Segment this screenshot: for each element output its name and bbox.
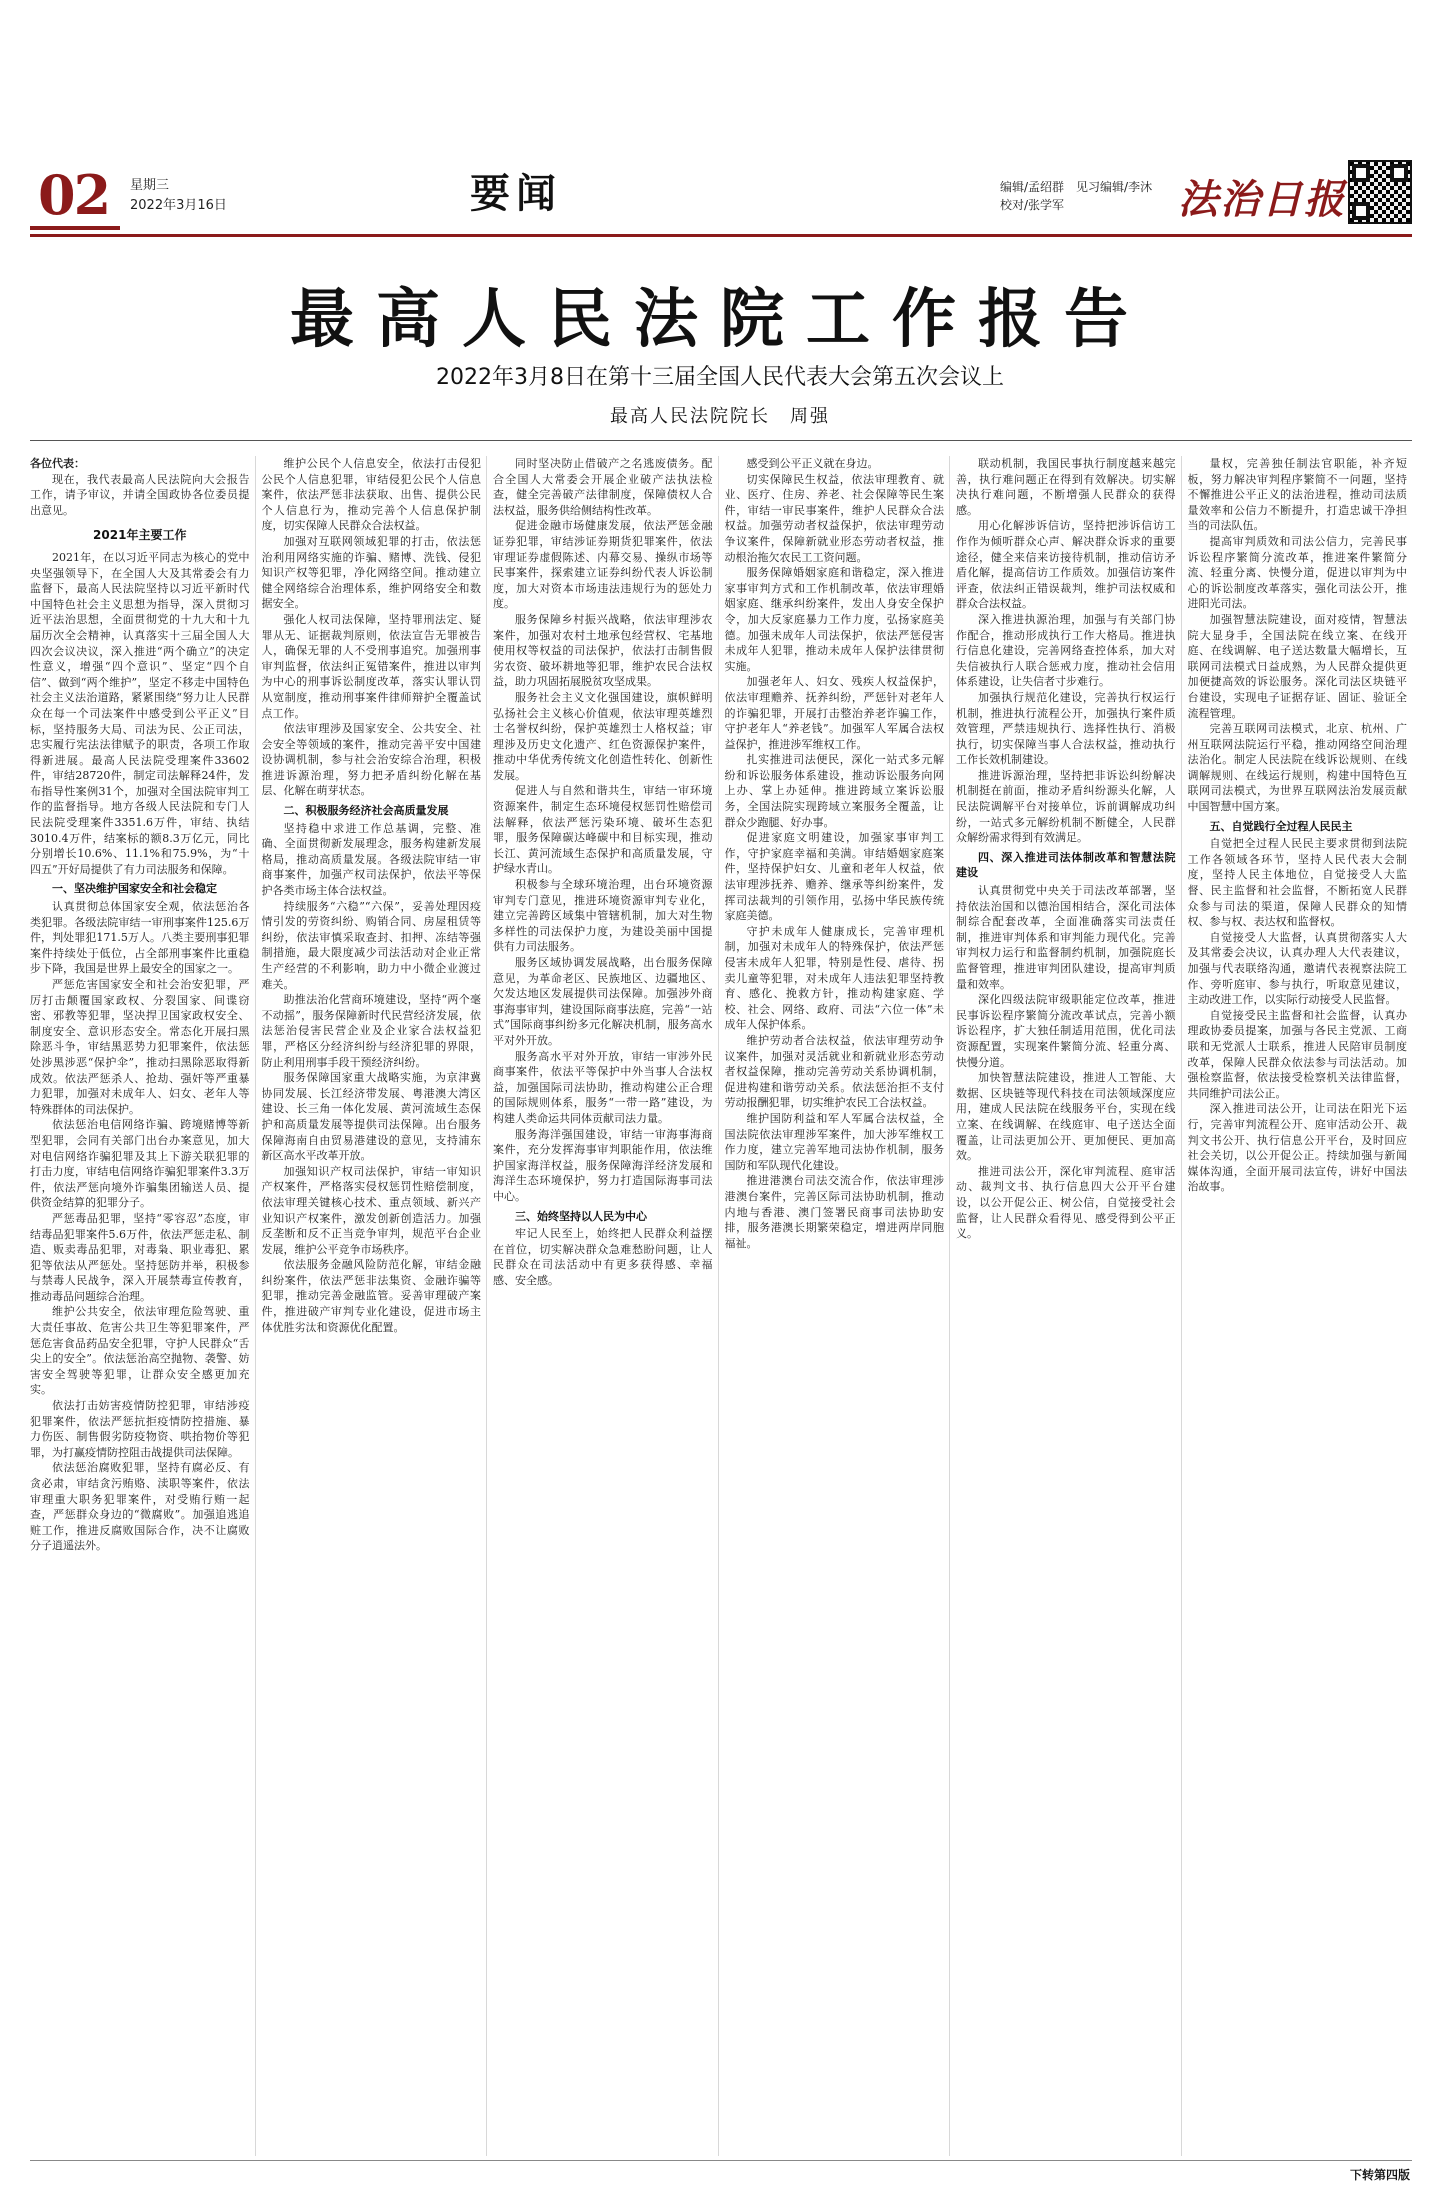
body-paragraph: 用心化解涉诉信访，坚持把涉诉信访工作作为倾听群众心声、解决群众诉求的重要途径，健全来信来访接待机制，推动信访矛盾化解，提高信访工作质效。加强信访案件评查，依法纠正错误裁判，维护司法权威和群众合法权益。	[956, 519, 1176, 611]
footer-rule	[30, 2160, 1412, 2161]
issue-date: 2022年3月16日	[130, 198, 227, 213]
section-heading: 二、积极服务经济社会高质量发展	[283, 804, 449, 818]
article-title: 最高人民法院工作报告	[290, 283, 1150, 357]
body-paragraph: 推进港澳台司法交流合作，依法审理涉港澳台案件，完善区际司法协助机制，推动内地与香港、澳门签署民商事司法协助安排，服务港澳长期繁荣稳定，增进两岸同胞福祉。	[724, 1174, 944, 1250]
body-paragraph: 维护公民个人信息安全，依法打击侵犯公民个人信息犯罪，审结侵犯公民个人信息案件，依法严惩非法获取、出售、提供公民个人信息行为，推动完善个人信息保护制度，切实保障人民群众合法权益。	[261, 457, 481, 533]
editor-line-1: 编辑/孟绍群 见习编辑/李沐	[1000, 180, 1153, 194]
editor-credits	[1000, 178, 1152, 214]
qr-code-icon[interactable]	[1348, 160, 1412, 224]
body-paragraph: 提高审判质效和司法公信力，完善民事诉讼程序繁简分流改革，推进案件繁简分流、轻重分离、快慢分道，促进以审判为中心的诉讼制度改革落实，强化司法公开，推进阳光司法。	[1187, 534, 1407, 611]
body-paragraph: 服务保障婚姻家庭和谐稳定，深入推进家事审判方式和工作机制改革，依法审理婚姻家庭、继承纠纷案件，发出人身安全保护令，加大反家庭暴力工作力度，弘扬家庭美德。加强未成年人司法保护，依法严惩侵害未成年人犯罪，推动未成年人保护法律贯彻实施。	[724, 566, 944, 673]
body-paragraph: 联动机制，我国民事执行制度越来越完善，执行难问题正在得到有效解决。切实解决执行难问题，不断增强人民群众的获得感。	[956, 457, 1176, 517]
text-column-6	[1188, 456, 1413, 2156]
title-rule	[30, 440, 1412, 441]
body-paragraph: 加强智慧法院建设，面对疫情，智慧法院大显身手，全国法院在线立案、在线开庭、在线调解、电子送达数量大幅增长，互联网司法模式日益成熟，为人民群众提供更加便捷高效的诉讼服务。深化司法区块链平台建设，实现电子证据存证、固证、验证全流程管理。	[1187, 612, 1407, 720]
body-paragraph: 切实保障民生权益，依法审理教育、就业、医疗、住房、养老、社会保障等民生案件，审结一审民事案件，维护人民群众合法权益。加强劳动者权益保护，依法审理劳动争议案件，保障新就业形态劳动者权益，推动根治拖欠农民工工资问题。	[724, 472, 944, 564]
body-paragraph: 维护劳动者合法权益，依法审理劳动争议案件，加强对灵活就业和新就业形态劳动者权益保障，推动完善劳动关系协调机制，促进构建和谐劳动关系。依法惩治拒不支付劳动报酬犯罪，切实维护农民工合法权益。	[724, 1033, 944, 1110]
body-paragraph: 扎实推进司法便民，深化一站式多元解纷和诉讼服务体系建设，推动诉讼服务向网上办、掌上办延伸。推进跨域立案诉讼服务，全国法院实现跨域立案服务全覆盖，让群众少跑腿、好办事。	[724, 753, 944, 829]
body-paragraph: 依法服务金融风险防范化解，审结金融纠纷案件，依法严惩非法集资、金融诈骗等犯罪，推动完善金融监管。妥善审理破产案件，推进破产审判专业化建设，促进市场主体优胜劣汰和资源优化配置。	[261, 1258, 481, 1334]
body-paragraph: 现在，我代表最高人民法院向大会报告工作，请予审议，并请全国政协各位委员提出意见。	[30, 472, 250, 517]
body-paragraph: 加强知识产权司法保护，审结一审知识产权案件，严格落实侵权惩罚性赔偿制度，依法审理关键核心技术、重点领域、新兴产业知识产权案件，激发创新创造活力。加强反垄断和反不正当竞争审判，规范平台企业发展，维护公平竞争市场秩序。	[261, 1164, 481, 1256]
body-paragraph: 推进诉源治理，坚持把非诉讼纠纷解决机制挺在前面，推动矛盾纠纷源头化解，人民法院调解平台对接单位，诉前调解成功纠纷，一站式多元解纷机制不断健全，人民群众解纷需求得到有效满足。	[956, 768, 1176, 845]
body-paragraph: 自觉接受民主监督和社会监督，认真办理政协委员提案，加强与各民主党派、工商联和无党派人士联系，推进人民陪审员制度改革，保障人民群众依法参与司法活动。加强检察监督，依法接受检察机关法律监督，共同维护司法公正。	[1187, 1008, 1407, 1100]
page-header	[0, 0, 1440, 227]
editor-line-2: 校对/张学军	[1000, 198, 1065, 212]
continued-note: 下转第四版	[1349, 2168, 1410, 2182]
body-paragraph: 持续服务“六稳”“六保”，妥善处理因疫情引发的劳资纠纷、购销合同、房屋租赁等纠纷，依法审慎采取查封、扣押、冻结等强制措施，最大限度减少司法活动对企业正常生产经营的不利影响，助力中小微企业渡过难关。	[261, 899, 481, 991]
body-paragraph: 严惩毒品犯罪，坚持“零容忍”态度，审结毒品犯罪案件5.6万件，依法严惩走私、制造、贩卖毒品犯罪，对毒枭、职业毒犯、累犯等依法从严惩处。坚持惩防并举，积极参与禁毒人民战争，深入开展禁毒宣传教育，推动毒品问题综合治理。	[30, 1211, 250, 1303]
body-paragraph: 深入推进司法公开，让司法在阳光下运行，完善审判流程公开、庭审活动公开、裁判文书公开、执行信息公开平台，及时回应社会关切，以公开促公正。持续加强与新闻媒体沟通，全面开展司法宣传，讲好中国法治故事。	[1187, 1102, 1407, 1194]
body-paragraph: 促进人与自然和谐共生，审结一审环境资源案件，制定生态环境侵权惩罚性赔偿司法解释，依法严惩污染环境、破坏生态犯罪，服务保障碳达峰碳中和目标实现，推动长江、黄河流域生态保护和高质量发展，守护绿水青山。	[493, 784, 713, 876]
body-paragraph: 服务保障国家重大战略实施，为京津冀协同发展、长江经济带发展、粤港澳大湾区建设、长三角一体化发展、黄河流域生态保护和高质量发展等提供司法保障。出台服务保障海南自由贸易港建设的意见，支持浦东新区高水平改革开放。	[261, 1071, 481, 1163]
body-paragraph: 认真贯彻党中央关于司法改革部署，坚持依法治国和以德治国相结合，深化司法体制综合配套改革，全面准确落实司法责任制，推进审判体系和审判能力现代化。完善审判权力运行和监督制约机制，加强院庭长监督管理，推进审判团队建设，提高审判质量和效率。	[956, 884, 1176, 991]
body-paragraph: 依法惩治腐败犯罪，坚持有腐必反、有贪必肃，审结贪污贿赂、渎职等案件，依法审理重大职务犯罪案件，对受贿行贿一起查，严惩群众身边的“微腐败”。加强追逃追赃工作，推进反腐败国际合作，决不让腐败分子逍遥法外。	[30, 1461, 250, 1553]
text-column-4	[725, 456, 951, 2156]
body-paragraph: 同时坚决防止借破产之名逃废债务。配合全国人大常委会开展企业破产法执法检查，健全完善破产法律制度，保障债权人合法权益，服务供给侧结构性改革。	[493, 457, 713, 517]
body-paragraph: 守护未成年人健康成长，完善审理机制，加强对未成年人的特殊保护，依法严惩侵害未成年人犯罪，特别是性侵、虐待、拐卖儿童等犯罪，对未成年人违法犯罪坚持教育、感化、挽救方针，推动构建家庭、学校、社会、网络、政府、司法“六位一体”未成年人保护体系。	[724, 924, 944, 1032]
body-paragraph: 服务保障乡村振兴战略，依法审理涉农案件，加强对农村土地承包经营权、宅基地使用权等权益的司法保护，依法打击制售假劣农资、破坏耕地等犯罪，维护农民合法权益，助力巩固拓展脱贫攻坚成果。	[493, 612, 713, 689]
body-paragraph: 加强执行规范化建设，完善执行权运行机制，推进执行流程公开，加强执行案件质效管理，严禁违规执行、选择性执行、消极执行，切实保障当事人合法权益，推动执行工作长效机制建设。	[956, 690, 1176, 767]
body-paragraph: 服务区域协调发展战略，出台服务保障意见，为革命老区、民族地区、边疆地区、欠发达地区发展提供司法保障。加强涉外商事海事审判，建设国际商事法庭，完善“一站式”国际商事纠纷多元化解决机制，服务高水平对外开放。	[493, 956, 713, 1047]
body-paragraph: 严惩危害国家安全和社会治安犯罪，严厉打击颠覆国家政权、分裂国家、间谍窃密、邪教等犯罪，坚决捍卫国家政权安全、制度安全、意识形态安全。常态化开展扫黑除恶斗争，审结黑恶势力犯罪案件，依法惩处涉黑涉恶“保护伞”，推动扫黑除恶取得新成效。依法严惩杀人、抢劫、强奸等严重暴力犯罪，加强对未成年人、妇女、老年人等特殊群体的司法保护。	[30, 978, 250, 1116]
body-paragraph: 服务海洋强国建设，审结一审海事海商案件，充分发挥海事审判职能作用，依法维护国家海洋权益，服务保障海洋经济发展和海洋生态环境保护，努力打造国际海事司法中心。	[493, 1127, 713, 1203]
body-paragraph: 加快智慧法院建设，推进人工智能、大数据、区块链等现代科技在司法领域深度应用，建成人民法院在线服务平台，实现在线立案、在线调解、在线庭审、电子送达全面覆盖，让司法更加公开、更加便民、更加高效。	[956, 1071, 1176, 1163]
article-author: 最高人民法院院长 周强	[610, 406, 830, 427]
text-column-2	[262, 456, 488, 2156]
body-paragraph: 服务社会主义文化强国建设，旗帜鲜明弘扬社会主义核心价值观，依法审理英雄烈士名誉权纠纷，保护英雄烈士人格权益；审理涉及历史文化遗产、红色资源保护案件，推动中华优秀传统文化创造性转化、创新性发展。	[493, 690, 713, 782]
body-paragraph: 深入推进执源治理，加强与有关部门协作配合，推动形成执行工作大格局。推进执行信息化建设，完善网络查控体系，加大对失信被执行人联合惩戒力度，推动社会信用体系建设，让失信者寸步难行。	[956, 612, 1176, 689]
salutation: 各位代表：	[30, 457, 85, 470]
section-heading: 2021年主要工作	[93, 528, 187, 543]
body-paragraph: 加强对互联网领域犯罪的打击，依法惩治利用网络实施的诈骗、赌博、洗钱、侵犯知识产权等犯罪，净化网络空间。推动建立健全网络综合治理体系，维护网络安全和数据安全。	[261, 534, 481, 611]
header-rule	[30, 234, 1412, 237]
section-heading: 一、坚决维护国家安全和社会稳定	[52, 882, 217, 896]
body-paragraph: 量权，完善独任制法官职能，补齐短板，努力解决审判程序繁简不一问题，坚持不懈推进公平正义的法治进程，推动司法质量效率和公信力不断提升，打造忠诚干净担当的司法队伍。	[1187, 457, 1407, 533]
body-paragraph: 自觉把全过程人民民主要求贯彻到法院工作各领域各环节，坚持人民代表大会制度，坚持人民主体地位，自觉接受人大监督、民主监督和社会监督，不断拓宽人民群众参与司法的渠道，保障人民群众的知情权、参与权、表达权和监督权。	[1187, 837, 1407, 929]
body-paragraph: 完善互联网司法模式，北京、杭州、广州互联网法院运行平稳，推动网络空间治理法治化。制定人民法院在线诉讼规则、在线调解规则、在线运行规则，构建中国特色互联网司法模式，为世界互联网法治发展贡献中国智慧中国方案。	[1187, 722, 1407, 814]
text-column-5	[956, 456, 1182, 2156]
weekday: 星期三	[130, 178, 170, 193]
body-paragraph: 服务高水平对外开放，审结一审涉外民商事案件，依法平等保护中外当事人合法权益，加强国际司法协助，推动构建公正合理的国际规则体系，服务“一带一路”建设，为构建人类命运共同体贡献司法力量。	[493, 1049, 713, 1125]
page-number: 02	[38, 163, 110, 227]
body-paragraph: 积极参与全球环境治理，出台环境资源审判专门意见，推进环境资源审判专业化，建立完善跨区域集中管辖机制，加大对生物多样性的司法保护力度，为建设美丽中国提供有力司法服务。	[493, 878, 713, 954]
article-subtitle: 2022年3月8日在第十三届全国人民代表大会第五次会议上	[436, 365, 1004, 390]
body-paragraph: 感受到公平正义就在身边。	[746, 457, 879, 470]
section-title: 要闻	[470, 170, 562, 217]
body-paragraph: 加强老年人、妇女、残疾人权益保护，依法审理赡养、抚养纠纷，严惩针对老年人的诈骗犯罪，开展打击整治养老诈骗工作，守护老年人“养老钱”。加强军人军属合法权益保护，推进涉军维权工作。	[724, 675, 944, 751]
section-heading: 五、自觉践行全过程人民民主	[1209, 819, 1353, 833]
body-paragraph: 强化人权司法保障，坚持罪刑法定、疑罪从无、证据裁判原则，依法宣告无罪被告人，确保无罪的人不受刑事追究。加强刑事审判监督，依法纠正冤错案件，推进以审判为中心的刑事诉讼制度改革，落实认罪认罚从宽制度，推动刑事案件律师辩护全覆盖试点工作。	[261, 612, 481, 720]
text-column-3	[493, 456, 719, 2156]
section-heading: 三、始终坚持以人民为中心	[515, 1209, 647, 1223]
body-paragraph: 维护国防利益和军人军属合法权益，全国法院依法审理涉军案件，加大涉军维权工作力度，建立完善军地司法协作机制，服务国防和军队现代化建设。	[724, 1111, 944, 1172]
newspaper-masthead: 法治日报	[1178, 176, 1346, 223]
body-paragraph: 自觉接受人大监督，认真贯彻落实人大及其常委会决议，认真办理人大代表建议，加强与代表联络沟通，邀请代表视察法院工作、旁听庭审、参与执行，听取意见建议，主动改进工作，以实际行动接受人民监督。	[1187, 930, 1407, 1007]
section-heading: 四、深入推进司法体制改革和智慧法院建设	[956, 850, 1176, 880]
body-paragraph: 牢记人民至上，始终把人民群众利益摆在首位，切实解决群众急难愁盼问题，让人民群众在司法活动中有更多获得感、幸福感、安全感。	[493, 1227, 713, 1287]
body-paragraph: 推进司法公开，深化审判流程、庭审活动、裁判文书、执行信息四大公开平台建设，以公开促公正、树公信，自觉接受社会监督，让人民群众看得见、感受得到公平正义。	[956, 1164, 1176, 1241]
body-paragraph: 2021年，在以习近平同志为核心的党中央坚强领导下，在全国人大及其常委会有力监督下，最高人民法院坚持以习近平新时代中国特色社会主义思想为指导，深入贯彻习近平法治思想，全面贯彻党的十九大和十九届历次全会精神，认真落实十三届全国人大四次会议决议，深入推进“两个确立”的决定性意义，增强“四个意识”、坚定“四个自信”、做到“两个维护”，坚定不移走中国特色社会主义法治道路，紧紧围绕“努力让人民群众在每一个司法案件中感受到公平正义”目标，坚持服务大局、司法为民、公正司法，忠实履行宪法法律赋予的职责，各项工作取得新进展。最高人民法院受理案件33602件，审结28720件，制定司法解释24件，发布指导性案例31个，加强对全国法院审判工作的监督指导。地方各级人民法院和专门人民法院受理案件3351.6万件，审结、执结3010.4万件，结案标的额8.3万亿元，同比分别增长10.6%、11.1%和75.9%，为“十四五”开好局提供了有力司法服务和保障。	[30, 550, 250, 876]
body-paragraph: 依法审理涉及国家安全、公共安全、社会安全等领域的案件，推动完善平安中国建设协调机制，参与社会治安综合治理，积极推进诉源治理，努力把矛盾纠纷化解在基层、化解在萌芽状态。	[261, 722, 481, 798]
body-paragraph: 促进家庭文明建设，加强家事审判工作，守护家庭幸福和美满。审结婚姻家庭案件，坚持保护妇女、儿童和老年人权益，依法审理涉抚养、赡养、继承等纠纷案件，发挥司法裁判的引领作用，弘扬中华民族传统家庭美德。	[724, 831, 944, 923]
body-paragraph: 深化四级法院审级职能定位改革，推进民事诉讼程序繁简分流改革试点，完善小额诉讼程序，扩大独任制适用范围，优化司法资源配置，实现案件繁简分流、轻重分离、快慢分道。	[956, 993, 1176, 1069]
article-body	[30, 456, 1412, 2156]
date-block	[130, 176, 227, 216]
text-column-1	[30, 456, 256, 2156]
body-paragraph: 助推法治化营商环境建设，坚持“两个毫不动摇”，服务保障新时代民营经济发展，依法惩治侵害民营企业及企业家合法权益犯罪，严格区分经济纠纷与经济犯罪的界限，防止利用刑事手段干预经济纠纷。	[261, 993, 481, 1069]
body-paragraph: 坚持稳中求进工作总基调，完整、准确、全面贯彻新发展理念，服务构建新发展格局，推动高质量发展。各级法院审结一审商事案件，加强产权司法保护，依法平等保护各类市场主体合法权益。	[261, 821, 481, 898]
body-paragraph: 依法惩治电信网络诈骗、跨境赌博等新型犯罪，会同有关部门出台办案意见，加大对电信网络诈骗犯罪及其上下游关联犯罪的打击力度，审结电信网络诈骗犯罪案件3.3万件，依法严惩向境外诈骗集团输送人员、提供资金结算的犯罪分子。	[30, 1118, 250, 1210]
body-paragraph: 促进金融市场健康发展，依法严惩金融证券犯罪，审结涉证券期货犯罪案件，依法审理证券虚假陈述、内幕交易、操纵市场等民事案件，探索建立证券纠纷代表人诉讼制度，加大对资本市场违法违规行为的惩处力度。	[493, 519, 713, 611]
body-paragraph: 认真贯彻总体国家安全观，依法惩治各类犯罪。各级法院审结一审刑事案件125.6万件，判处罪犯171.5万人。八类主要刑事犯罪案件持续处于低位，占全部刑事案件比重稳步下降，我国是世界上最安全的国家之一。	[30, 900, 250, 976]
body-paragraph: 依法打击妨害疫情防控犯罪，审结涉疫犯罪案件，依法严惩抗拒疫情防控措施、暴力伤医、制售假劣防疫物资、哄抬物价等犯罪，为打赢疫情防控阻击战提供司法保障。	[30, 1399, 250, 1459]
body-paragraph: 维护公共安全，依法审理危险驾驶、重大责任事故、危害公共卫生等犯罪案件，严惩危害食品药品安全犯罪，守护人民群众“舌尖上的安全”。依法惩治高空抛物、袭警、妨害安全驾驶等犯罪，让群众安全感更加充实。	[30, 1305, 250, 1397]
